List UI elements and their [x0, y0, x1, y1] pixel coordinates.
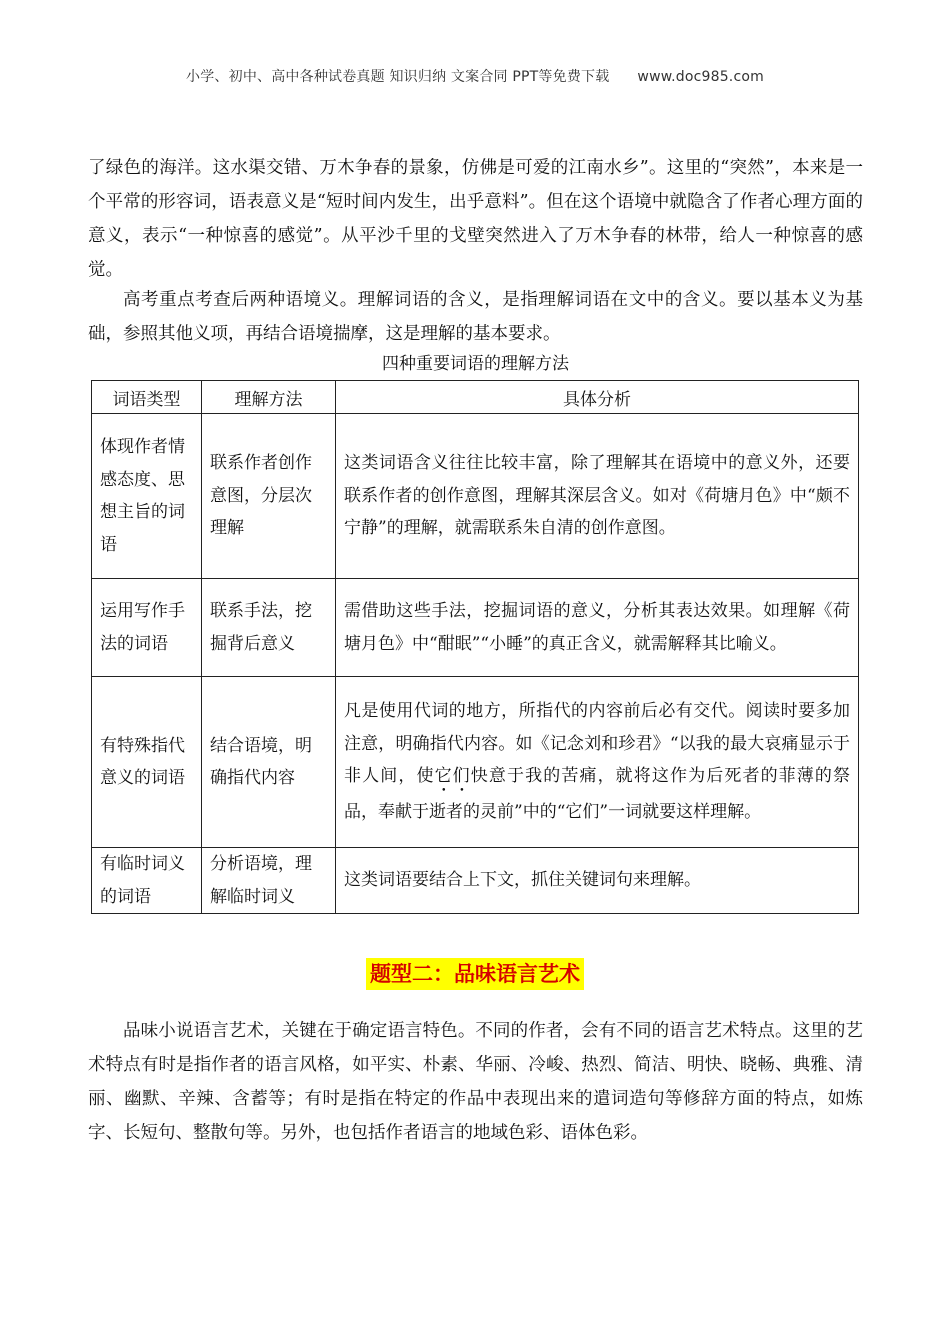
- cell-method: 结合语境，明确指代内容: [202, 677, 336, 848]
- table-row: [92, 414, 859, 579]
- table-row: [92, 677, 859, 848]
- cell-method: 联系作者创作意图，分层次理解: [202, 414, 336, 579]
- intro-paragraph-1: 了绿色的海洋。这水渠交错、万木争春的景象，仿佛是可爱的江南水乡”。这里的“突然”，本来是一个平常的形容词，语表意义是“短时间内发生，出乎意料”。但在这个语境中就隐含了作者心理方面的意义，表示“一种惊喜的感觉”。从平沙千里的戈壁突然进入了万木争春的林带，给人一种惊喜的感觉。: [88, 158, 863, 280]
- cell-word-type: 有特殊指代意义的词语: [92, 677, 202, 848]
- cell-analysis: 这类词语要结合上下文，抓住关键词句来理解。: [336, 848, 859, 914]
- analysis-text-b: 快意于我的苦痛，就将这作为后死者的菲薄的祭品，奉献于逝者的灵前”中的“它们”一词就要这样理解。: [344, 766, 851, 823]
- header-word-type: 词语类型: [92, 381, 202, 414]
- cell-analysis: 需借助这些手法，挖掘词语的意义，分析其表达效果。如理解《荷塘月色》中“酣眠”“小睡”的真正含义，就需解释其比喻义。: [336, 579, 859, 677]
- word-types-table: [91, 380, 859, 914]
- section-title-text: 题型二：品味语言艺术: [366, 958, 584, 990]
- cell-method: 分析语境，理解临时词义: [202, 848, 336, 914]
- header-method: 理解方法: [202, 381, 336, 414]
- intro-paragraph-2: 高考重点考查后两种语境义。理解词语的含义，是指理解词语在文中的含义。要以基本义为基础，参照其他义项，再结合语境揣摩，这是理解的基本要求。: [88, 290, 863, 344]
- table-header-row: [92, 381, 859, 414]
- cell-analysis: [336, 677, 859, 848]
- table-row: [92, 579, 859, 677]
- header-site-link[interactable]: www.doc985.com: [637, 69, 764, 85]
- cell-method: 联系手法，挖掘背后意义: [202, 579, 336, 677]
- cell-word-type: 运用写作手法的词语: [92, 579, 202, 677]
- page-header: [0, 66, 950, 86]
- table-caption: 四种重要词语的理解方法: [382, 354, 569, 374]
- header-analysis: 具体分析: [336, 381, 859, 414]
- header-text: 小学、初中、高中各种试卷真题 知识归纳 文案合同 PPT等免费下载: [186, 69, 610, 85]
- table-row: [92, 848, 859, 914]
- cell-analysis: 这类词语含义往往比较丰富，除了理解其在语境中的意义外，还要联系作者的创作意图，理解其深层含义。如对《荷塘月色》中“颇不宁静”的理解，就需联系朱自清的创作意图。: [336, 414, 859, 579]
- cell-word-type: 体现作者情感态度、思想主旨的词语: [92, 414, 202, 579]
- section-body-paragraph: 品味小说语言艺术，关键在于确定语言特色。不同的作者，会有不同的语言艺术特点。这里的艺术特点有时是指作者的语言风格，如平实、朴素、华丽、冷峻、热烈、简洁、明快、晓畅、典雅、清丽、幽默、辛辣、含蓄等；有时是指在特定的作品中表现出来的遣词造句等修辞方面的特点，如炼字、长短句、整散句等。另外，也包括作者语言的地域色彩、语体色彩。: [88, 1021, 863, 1143]
- emphasized-word: 它们: [434, 766, 471, 787]
- cell-word-type: 有临时词义的词语: [92, 848, 202, 914]
- analysis-text-a: 凡是使用代词的地方，所指代的内容前后必有交代。阅读时要多加注意，明确指代内容。如《记念刘和珍君》“以我的最大哀痛显示于非人间，使: [344, 701, 850, 787]
- section-heading: [0, 958, 950, 990]
